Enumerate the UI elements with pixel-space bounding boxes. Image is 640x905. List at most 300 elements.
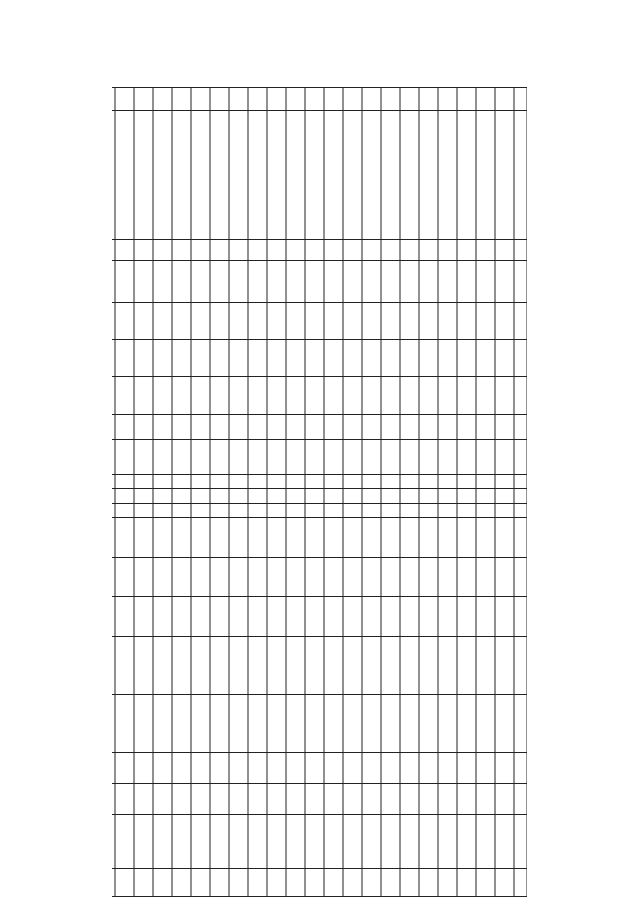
table-cell xyxy=(248,489,267,504)
table-cell xyxy=(362,868,381,896)
table-cell xyxy=(286,414,305,439)
table-cell xyxy=(305,261,324,302)
table-cell xyxy=(286,302,305,339)
table-cell xyxy=(115,557,134,596)
table-cell xyxy=(476,377,495,414)
table-cell xyxy=(229,340,248,377)
table-cell xyxy=(112,814,115,868)
table-cell xyxy=(286,783,305,814)
table-cell xyxy=(438,474,457,489)
table-cell xyxy=(229,439,248,474)
table-cell xyxy=(419,439,438,474)
table-cell xyxy=(286,261,305,302)
table-cell xyxy=(172,489,191,504)
table-cell xyxy=(191,414,210,439)
table-cell xyxy=(210,110,229,240)
table-cell xyxy=(153,302,172,339)
table-cell xyxy=(191,340,210,377)
table-cell xyxy=(210,597,229,636)
table-cell xyxy=(400,302,419,339)
table-cell xyxy=(457,752,476,783)
table-cell xyxy=(419,783,438,814)
table-cell xyxy=(476,518,495,557)
table-cell xyxy=(495,302,514,339)
column-number-row xyxy=(514,88,527,897)
table-row xyxy=(286,88,305,897)
table-cell xyxy=(248,302,267,339)
table-row xyxy=(191,88,210,897)
table-cell xyxy=(191,474,210,489)
table-cell xyxy=(514,814,527,868)
table-cell xyxy=(381,261,400,302)
table-cell xyxy=(476,868,495,896)
table-cell xyxy=(438,636,457,694)
table-cell xyxy=(419,377,438,414)
table-cell xyxy=(286,503,305,518)
table-cell xyxy=(134,694,153,752)
table-cell xyxy=(153,340,172,377)
table-cell xyxy=(438,868,457,896)
table-row xyxy=(115,88,134,897)
table-cell xyxy=(248,694,267,752)
table-row xyxy=(400,88,419,897)
table-cell xyxy=(210,636,229,694)
table-cell xyxy=(172,868,191,896)
table-cell xyxy=(134,414,153,439)
table-cell xyxy=(191,439,210,474)
table-cell xyxy=(419,814,438,868)
table-cell xyxy=(210,868,229,896)
table-cell xyxy=(343,489,362,504)
table-cell xyxy=(248,414,267,439)
table-cell xyxy=(362,88,381,111)
table-cell xyxy=(267,110,286,240)
table-cell xyxy=(476,814,495,868)
table-cell xyxy=(324,752,343,783)
table-cell xyxy=(210,414,229,439)
table-cell xyxy=(514,340,527,377)
table-cell xyxy=(419,240,438,261)
table-cell xyxy=(495,636,514,694)
table-cell xyxy=(381,783,400,814)
table-cell xyxy=(362,814,381,868)
table-cell xyxy=(112,439,115,474)
table-cell xyxy=(267,783,286,814)
table-cell xyxy=(400,868,419,896)
table-cell xyxy=(419,694,438,752)
table-cell xyxy=(286,636,305,694)
table-cell xyxy=(476,261,495,302)
table-cell xyxy=(381,414,400,439)
table-cell xyxy=(514,377,527,414)
table-cell xyxy=(191,261,210,302)
table-cell xyxy=(172,88,191,111)
table-cell xyxy=(153,597,172,636)
table-cell xyxy=(457,110,476,240)
table-cell xyxy=(229,88,248,111)
table-cell xyxy=(267,636,286,694)
table-cell xyxy=(495,88,514,111)
table-cell xyxy=(229,518,248,557)
table-cell xyxy=(286,868,305,896)
table-cell xyxy=(305,597,324,636)
table-cell xyxy=(305,302,324,339)
table-cell xyxy=(324,439,343,474)
table-cell xyxy=(419,868,438,896)
table-cell xyxy=(438,489,457,504)
table-cell xyxy=(210,489,229,504)
table-cell xyxy=(514,518,527,557)
table-cell xyxy=(400,340,419,377)
table-cell xyxy=(362,340,381,377)
table-cell xyxy=(457,636,476,694)
table-cell xyxy=(400,240,419,261)
table-cell xyxy=(362,414,381,439)
table-cell xyxy=(514,261,527,302)
table-cell xyxy=(476,557,495,596)
table-cell xyxy=(343,414,362,439)
table-cell xyxy=(476,302,495,339)
table-cell xyxy=(115,868,134,896)
table-cell xyxy=(112,474,115,489)
table-cell xyxy=(419,636,438,694)
table-cell xyxy=(438,414,457,439)
table-cell xyxy=(286,557,305,596)
table-cell xyxy=(134,557,153,596)
table-cell xyxy=(476,597,495,636)
table-cell xyxy=(210,240,229,261)
table-cell xyxy=(115,302,134,339)
table-cell xyxy=(172,439,191,474)
table-cell xyxy=(362,694,381,752)
table-cell xyxy=(153,439,172,474)
table-cell xyxy=(324,414,343,439)
table-cell xyxy=(343,110,362,240)
table-cell xyxy=(267,439,286,474)
table-cell xyxy=(400,88,419,111)
table-cell xyxy=(438,302,457,339)
table-cell xyxy=(172,752,191,783)
table-cell xyxy=(115,340,134,377)
table-cell xyxy=(191,302,210,339)
table-cell xyxy=(229,503,248,518)
table-cell xyxy=(514,88,527,111)
table-cell xyxy=(267,503,286,518)
table-cell xyxy=(229,489,248,504)
table-cell xyxy=(134,340,153,377)
table-cell xyxy=(400,377,419,414)
table-cell xyxy=(112,302,115,339)
table-cell xyxy=(438,110,457,240)
table-cell xyxy=(495,439,514,474)
table-cell xyxy=(172,474,191,489)
table-cell xyxy=(153,694,172,752)
table-cell xyxy=(305,518,324,557)
table-cell xyxy=(381,340,400,377)
table-cell xyxy=(362,636,381,694)
table-cell xyxy=(514,110,527,240)
table-cell xyxy=(248,752,267,783)
table-row xyxy=(210,88,229,897)
table-cell xyxy=(514,489,527,504)
table-cell xyxy=(112,503,115,518)
table-cell xyxy=(305,474,324,489)
table-cell xyxy=(115,518,134,557)
table-cell xyxy=(419,489,438,504)
table-cell xyxy=(400,439,419,474)
table-row xyxy=(229,88,248,897)
table-cell xyxy=(343,518,362,557)
table-cell xyxy=(476,439,495,474)
table-cell xyxy=(248,814,267,868)
table-cell xyxy=(324,868,343,896)
table-cell xyxy=(457,503,476,518)
table-cell xyxy=(457,439,476,474)
table-cell xyxy=(419,110,438,240)
table-cell xyxy=(324,489,343,504)
table-cell xyxy=(305,414,324,439)
table-cell xyxy=(210,503,229,518)
table-cell xyxy=(343,503,362,518)
table-cell xyxy=(476,110,495,240)
table-cell xyxy=(267,557,286,596)
table-row xyxy=(248,88,267,897)
table-cell xyxy=(191,597,210,636)
table-cell xyxy=(153,636,172,694)
table-cell xyxy=(248,439,267,474)
table-cell xyxy=(324,110,343,240)
table-cell xyxy=(112,240,115,261)
table-cell xyxy=(457,489,476,504)
table-cell xyxy=(267,414,286,439)
table-cell xyxy=(172,557,191,596)
table-cell xyxy=(457,88,476,111)
table-cell xyxy=(457,557,476,596)
table-cell xyxy=(229,110,248,240)
table-cell xyxy=(172,302,191,339)
table-cell xyxy=(457,302,476,339)
table-cell xyxy=(134,302,153,339)
table-cell xyxy=(495,694,514,752)
table-cell xyxy=(229,557,248,596)
table-cell xyxy=(400,636,419,694)
table-cell xyxy=(286,88,305,111)
table-cell xyxy=(457,240,476,261)
table-row xyxy=(495,88,514,897)
table-cell xyxy=(343,261,362,302)
table-cell xyxy=(191,503,210,518)
table-cell xyxy=(438,752,457,783)
table-cell xyxy=(115,88,134,111)
table-cell xyxy=(172,694,191,752)
table-cell xyxy=(172,597,191,636)
table-cell xyxy=(248,474,267,489)
table-cell xyxy=(115,636,134,694)
table-cell xyxy=(172,340,191,377)
table-cell xyxy=(324,597,343,636)
table-cell xyxy=(112,783,115,814)
table-cell xyxy=(134,518,153,557)
table-cell xyxy=(324,814,343,868)
table-cell xyxy=(381,110,400,240)
table-cell xyxy=(115,110,134,240)
table-cell xyxy=(419,752,438,783)
table-cell xyxy=(495,752,514,783)
table-cell xyxy=(457,694,476,752)
table-cell xyxy=(191,377,210,414)
table-cell xyxy=(438,597,457,636)
table-cell xyxy=(476,474,495,489)
table-cell xyxy=(514,474,527,489)
table-cell xyxy=(514,557,527,596)
table-cell xyxy=(267,261,286,302)
table-cell xyxy=(457,814,476,868)
table-row xyxy=(438,88,457,897)
table-cell xyxy=(343,868,362,896)
table-cell xyxy=(267,694,286,752)
table-cell xyxy=(343,88,362,111)
table-cell xyxy=(191,518,210,557)
table-cell xyxy=(362,377,381,414)
table-row xyxy=(324,88,343,897)
table-cell xyxy=(476,783,495,814)
table-cell xyxy=(495,340,514,377)
table-cell xyxy=(286,597,305,636)
table-cell xyxy=(514,752,527,783)
table-cell xyxy=(191,557,210,596)
table-cell xyxy=(381,636,400,694)
table-cell xyxy=(457,377,476,414)
table-cell xyxy=(286,489,305,504)
table-cell xyxy=(457,518,476,557)
table-cell xyxy=(153,88,172,111)
table-cell xyxy=(476,240,495,261)
table-cell xyxy=(172,503,191,518)
table-cell xyxy=(476,340,495,377)
table-cell xyxy=(438,814,457,868)
table-cell xyxy=(267,597,286,636)
table-cell xyxy=(419,503,438,518)
table-cell xyxy=(153,377,172,414)
table-cell xyxy=(400,518,419,557)
table-cell xyxy=(457,597,476,636)
table-cell xyxy=(457,474,476,489)
table-cell xyxy=(324,557,343,596)
table-cell xyxy=(153,518,172,557)
table-cell xyxy=(210,88,229,111)
table-cell xyxy=(381,474,400,489)
table-cell xyxy=(210,261,229,302)
table-cell xyxy=(400,414,419,439)
table-cell xyxy=(381,814,400,868)
table-cell xyxy=(267,302,286,339)
table-cell xyxy=(248,377,267,414)
table-cell xyxy=(286,814,305,868)
table-cell xyxy=(112,868,115,896)
table-cell xyxy=(419,88,438,111)
table-cell xyxy=(153,414,172,439)
table-cell xyxy=(115,752,134,783)
table-cell xyxy=(305,752,324,783)
table-cell xyxy=(229,868,248,896)
table-cell xyxy=(286,752,305,783)
table-cell xyxy=(476,503,495,518)
table-cell xyxy=(134,814,153,868)
table-cell xyxy=(153,474,172,489)
table-cell xyxy=(112,694,115,752)
table-cell xyxy=(305,814,324,868)
table-cell xyxy=(210,752,229,783)
table-cell xyxy=(381,868,400,896)
table-cell xyxy=(115,783,134,814)
table-cell xyxy=(514,503,527,518)
table-cell xyxy=(514,240,527,261)
table-cell xyxy=(381,752,400,783)
table-cell xyxy=(419,261,438,302)
table-cell xyxy=(153,814,172,868)
table-cell xyxy=(112,340,115,377)
table-cell xyxy=(267,377,286,414)
table-cell xyxy=(286,439,305,474)
table-cell xyxy=(112,752,115,783)
table-cell xyxy=(229,694,248,752)
table-cell xyxy=(476,88,495,111)
table-area xyxy=(112,87,527,897)
table-cell xyxy=(514,302,527,339)
table-cell xyxy=(495,503,514,518)
table-cell xyxy=(267,518,286,557)
table-cell xyxy=(229,377,248,414)
table-cell xyxy=(112,110,115,240)
table-cell xyxy=(362,557,381,596)
table-cell xyxy=(172,783,191,814)
table-cell xyxy=(305,110,324,240)
table-cell xyxy=(400,597,419,636)
table-cell xyxy=(210,377,229,414)
table-row xyxy=(381,88,400,897)
table-cell xyxy=(362,597,381,636)
table-cell xyxy=(153,752,172,783)
table-cell xyxy=(362,302,381,339)
table-cell xyxy=(343,474,362,489)
table-cell xyxy=(210,439,229,474)
table-cell xyxy=(324,88,343,111)
table-cell xyxy=(514,783,527,814)
table-cell xyxy=(191,694,210,752)
table-cell xyxy=(210,474,229,489)
table-cell xyxy=(191,110,210,240)
table-cell xyxy=(381,597,400,636)
table-cell xyxy=(115,377,134,414)
table-cell xyxy=(210,557,229,596)
table-cell xyxy=(400,694,419,752)
table-cell xyxy=(362,439,381,474)
table-cell xyxy=(305,503,324,518)
table-cell xyxy=(191,88,210,111)
table-cell xyxy=(362,518,381,557)
table-row xyxy=(457,88,476,897)
table-cell xyxy=(343,302,362,339)
table-cell xyxy=(343,439,362,474)
table-cell xyxy=(248,783,267,814)
table-row xyxy=(267,88,286,897)
table-cell xyxy=(305,377,324,414)
table-cell xyxy=(115,503,134,518)
table-cell xyxy=(457,783,476,814)
table-cell xyxy=(134,88,153,111)
table-cell xyxy=(381,302,400,339)
data-table xyxy=(112,87,527,897)
